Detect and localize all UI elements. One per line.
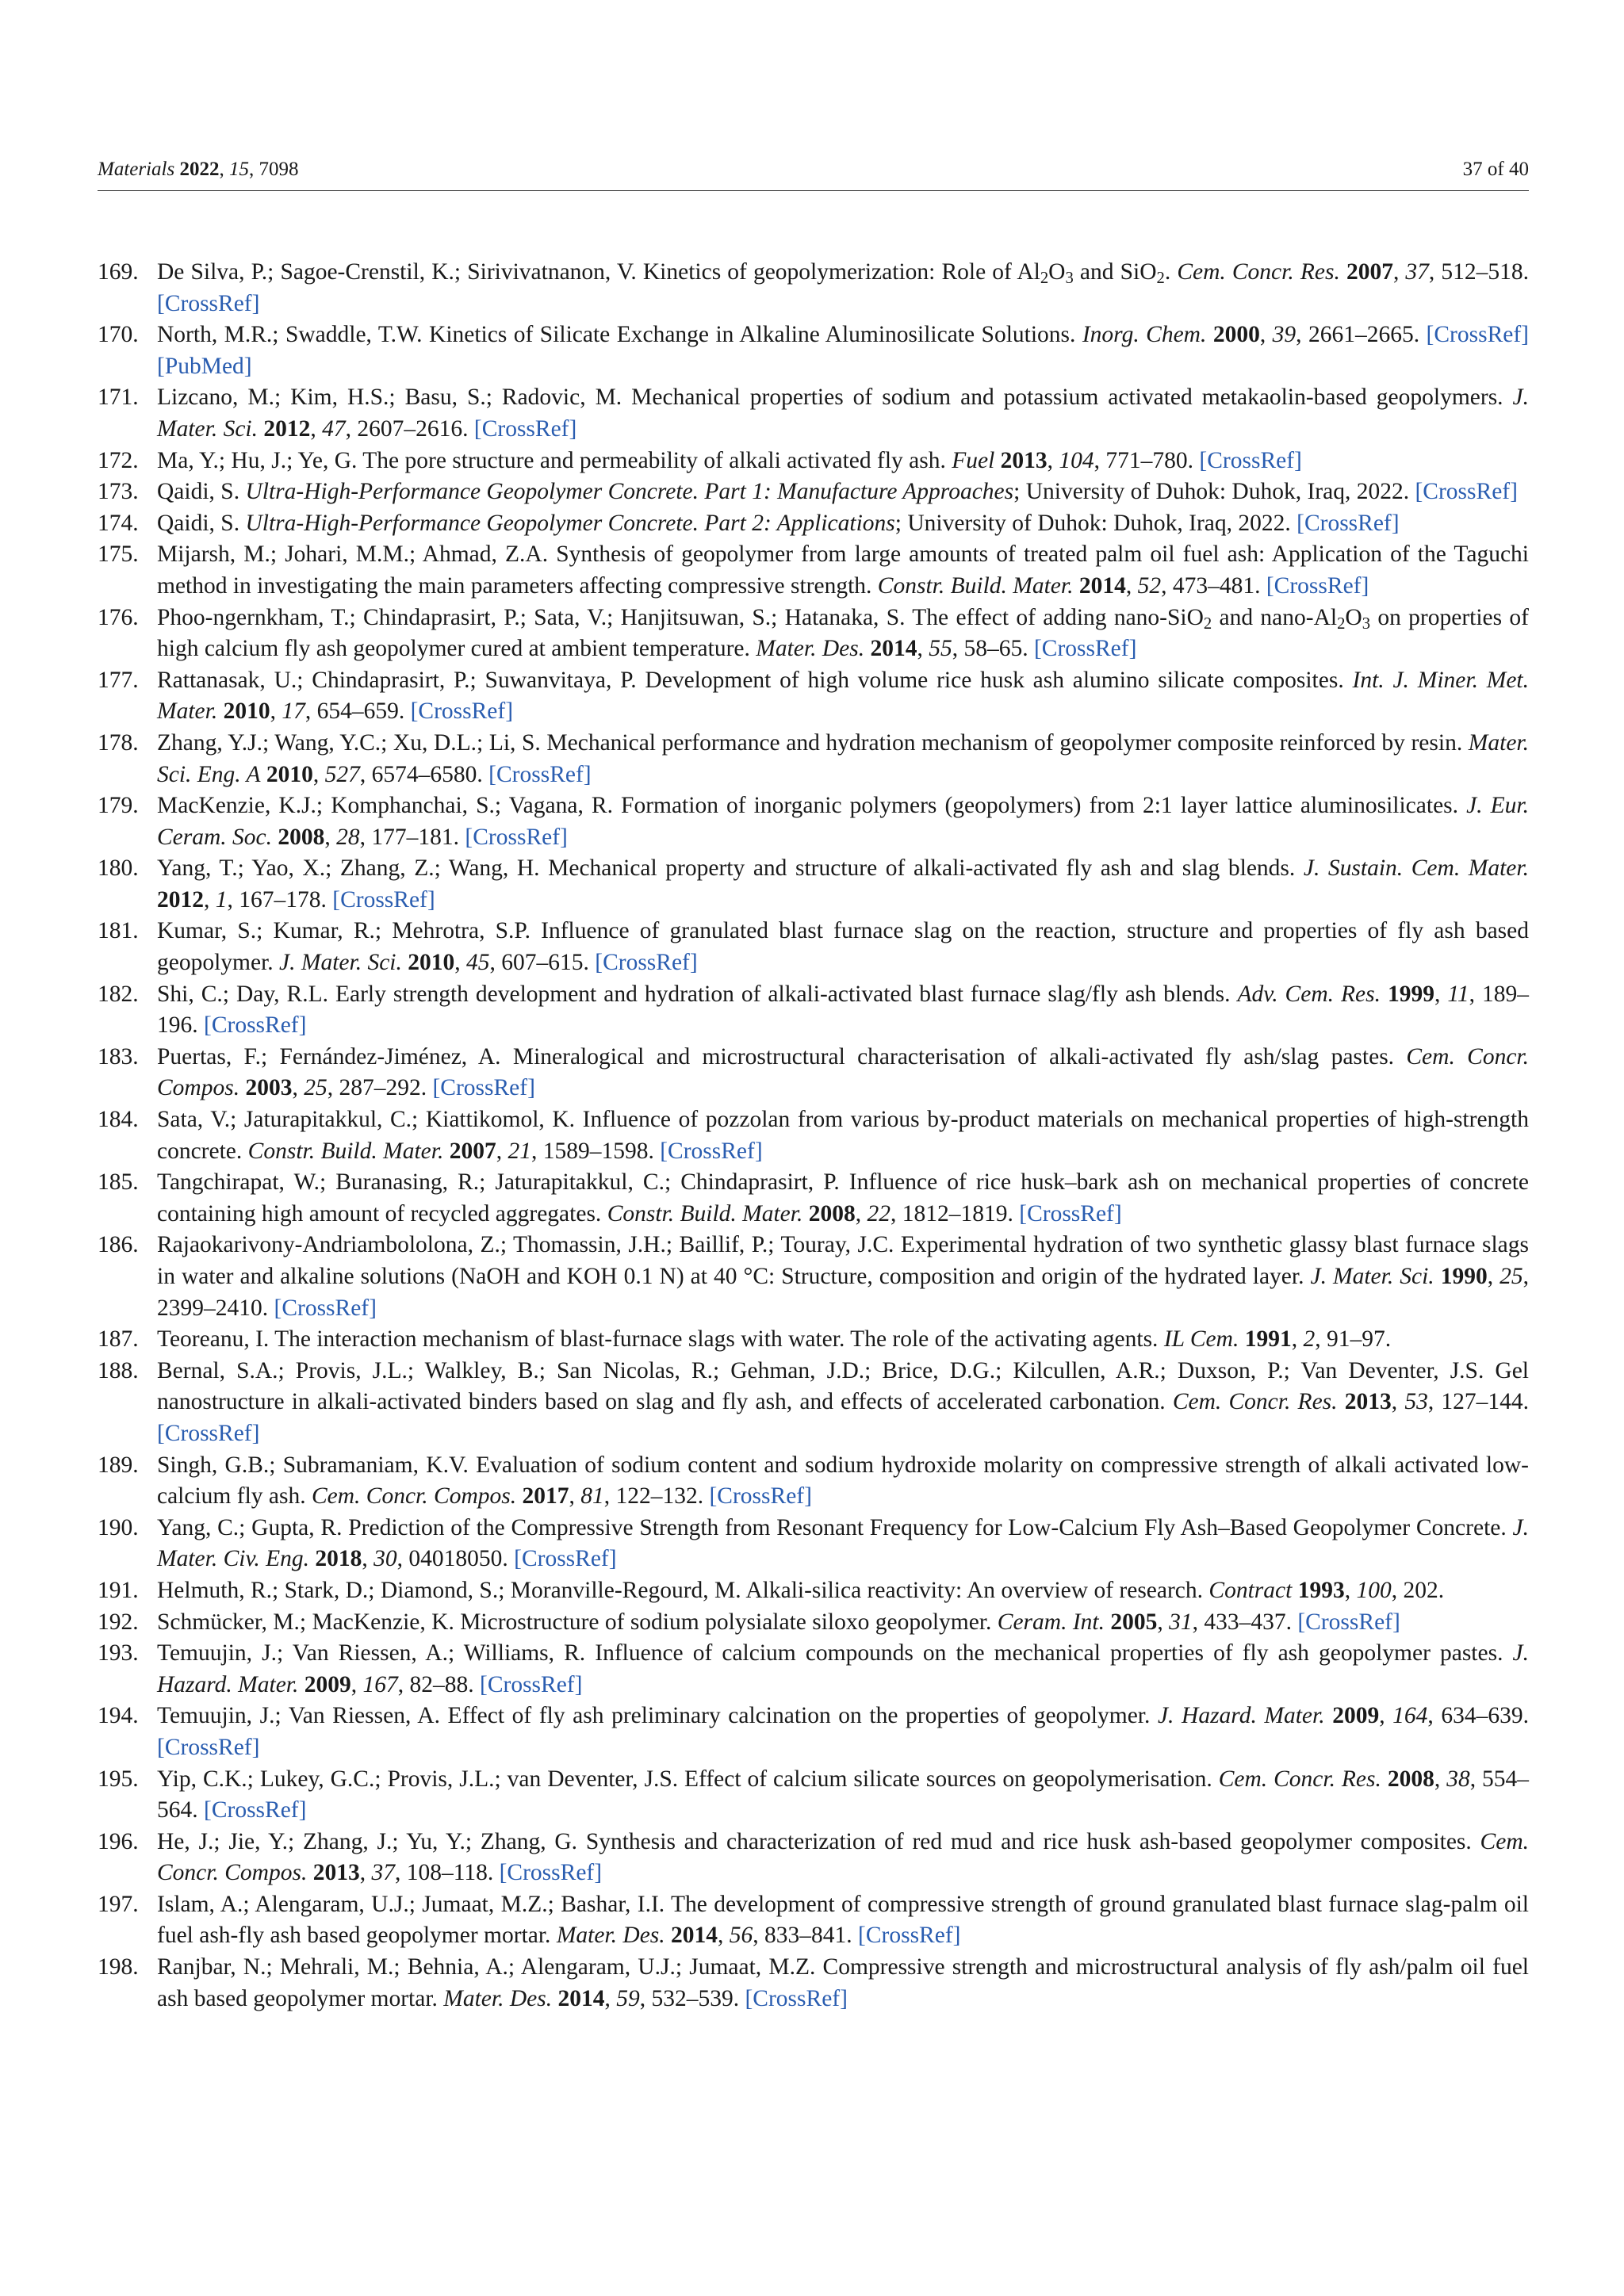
reference-journal: Int. J. Miner. Met. Mater. <box>157 667 1529 725</box>
reference-number: 173. <box>98 479 139 505</box>
reference-year: 2013 <box>1344 1389 1392 1415</box>
article-number: 7098 <box>259 159 299 180</box>
reference-number: 192. <box>98 1609 139 1635</box>
reference-item: 186. Rajaokarivony-Andriambololona, Z.; Thomassin, J.H.; Baillif, P.; Touray, J.C. Experimental hydration of two synthetic glassy blast furnace slags in water and alkaline solutions (NaOH and KOH 0.1 N) at 40 °C: Structure, composition and origin of the hydrated layer. J. Mater. Sci. 1990, 25, 2399–2410. [CrossRef] <box>98 1230 1529 1324</box>
journal-citation: Materials 2022, 15, 7098 <box>98 159 299 180</box>
reference-item: 197. Islam, A.; Alengaram, U.J.; Jumaat, M.Z.; Bashar, I.I. The development of compressive strength of ground granulated blast furnace slag-palm oil fuel ash-fly ash based geopolymer mortar. Mater. Des. 2014, 56, 833–841. [CrossRef] <box>98 1889 1529 1952</box>
reference-volume: 100 <box>1356 1577 1392 1603</box>
reference-item: 172. Ma, Y.; Hu, J.; Ye, G. The pore structure and permeability of alkali activated fly ash. Fuel 2013, 104, 771–780. [CrossRef] <box>98 446 1529 477</box>
reference-number: 190. <box>98 1514 139 1540</box>
reference-item: 171. Lizcano, M.; Kim, H.S.; Basu, S.; Radovic, M. Mechanical properties of sodium and potassium activated metakaolin-based geopolymers. J. Mater. Sci. 2012, 47, 2607–2616. [CrossRef] <box>98 382 1529 445</box>
reference-year: 2013 <box>1000 447 1048 473</box>
reference-pages: 532–539. <box>651 1985 740 2011</box>
crossref-link[interactable]: [CrossRef] <box>1297 510 1400 536</box>
reference-pages: 127–144. <box>1441 1389 1530 1415</box>
reference-number: 181. <box>98 918 139 944</box>
crossref-link[interactable]: [CrossRef] <box>432 1075 535 1101</box>
reference-number: 178. <box>98 729 139 756</box>
reference-year: 2007 <box>449 1138 496 1164</box>
reference-item: 180. Yang, T.; Yao, X.; Zhang, Z.; Wang, H. Mechanical property and structure of alkali-activated fly ash and slag blends. J. Sustain. Cem. Mater. 2012, 1, 167–178. [CrossRef] <box>98 853 1529 916</box>
reference-volume: 527 <box>324 761 360 787</box>
crossref-link[interactable]: [CrossRef] <box>204 1797 307 1823</box>
reference-pages: 6574–6580. <box>371 761 483 787</box>
reference-authors: Temuujin, J.; Van Riessen, A.; Williams, R. Influence of calcium compounds on the mechanical properties of fly ash geopolymer pastes. <box>157 1640 1513 1667</box>
reference-number: 193. <box>98 1640 139 1667</box>
reference-text: O <box>1345 604 1362 630</box>
reference-authors: Qaidi, S. <box>157 510 246 536</box>
reference-item: 181. Kumar, S.; Kumar, R.; Mehrotra, S.P. Influence of granulated blast furnace slag on the reaction, structure and properties of fly ash based geopolymer. J. Mater. Sci. 2010, 45, 607–615. [CrossRef] <box>98 916 1529 978</box>
reference-number: 171. <box>98 385 139 411</box>
reference-number: 188. <box>98 1357 139 1383</box>
reference-pages: 2607–2616. <box>357 415 469 442</box>
reference-authors: Ranjbar, N.; Mehrali, M.; Behnia, A.; Alengaram, U.J.; Jumaat, M.Z. Compressive strength and microstructural analysis of fly ash/palm oil fuel ash based geopolymer mortar. <box>157 1954 1529 2011</box>
reference-volume: 17 <box>282 698 305 725</box>
crossref-link[interactable]: [CrossRef] <box>709 1483 812 1510</box>
reference-volume: 25 <box>1500 1264 1523 1289</box>
reference-pages: 634–639. <box>1441 1703 1530 1729</box>
reference-number: 175. <box>98 541 139 568</box>
reference-authors: Bernal, S.A.; Provis, J.L.; Walkley, B.; San Nicolas, R.; Gehman, J.D.; Brice, D.G.; Kilcullen, A.R.; Duxson, P.; Van Deventer, J.S. Gel nanostructure in alkali-activated binders based on slag and fly ash, and effects of accelerated carbonation. <box>157 1357 1529 1415</box>
crossref-link[interactable]: [CrossRef] <box>157 1420 260 1446</box>
reference-authors: Schmücker, M.; MacKenzie, K. Microstructure of sodium polysialate siloxo geopolymer. <box>157 1609 998 1635</box>
reference-pages: 177–181. <box>371 824 460 850</box>
reference-year: 2010 <box>408 950 455 976</box>
reference-item: 188. Bernal, S.A.; Provis, J.L.; Walkley, B.; San Nicolas, R.; Gehman, J.D.; Brice, D.G.; Kilcullen, A.R.; Duxson, P.; Van Deventer, J.S. Gel nanostructure in alkali-activated binders based on slag and fly ash, and effects of accelerated carbonation. Cem. Concr. Res. 2013, 53, 127–144. [CrossRef] <box>98 1356 1529 1450</box>
reference-year: 2008 <box>1387 1766 1434 1792</box>
reference-authors: Islam, A.; Alengaram, U.J.; Jumaat, M.Z.; Bashar, I.I. The development of compressive strength of ground granulated blast furnace slag-palm oil fuel ash-fly ash based geopolymer mortar. <box>157 1891 1529 1949</box>
reference-volume: 37 <box>371 1860 395 1886</box>
header-divider <box>98 190 1529 191</box>
reference-text: and nano-Al <box>1212 604 1338 630</box>
reference-authors: Singh, G.B.; Subramaniam, K.V. Evaluation of sodium content and sodium hydroxide molarity on compressive strength of alkali activated low-calcium fly ash. <box>157 1452 1529 1510</box>
crossref-link[interactable]: [CrossRef] <box>1019 1200 1122 1226</box>
crossref-link[interactable]: [CrossRef] <box>1266 572 1369 599</box>
reference-number: 172. <box>98 447 139 473</box>
subscript: 3 <box>1065 270 1074 288</box>
reference-pages: 654–659. <box>316 698 405 725</box>
reference-pages: 58–65. <box>963 636 1028 662</box>
reference-text: and SiO <box>1073 259 1157 285</box>
reference-number: 191. <box>98 1577 139 1603</box>
reference-year: 2012 <box>157 886 204 913</box>
reference-journal: J. Hazard. Mater. <box>1157 1703 1325 1729</box>
reference-item: 177. Rattanasak, U.; Chindaprasirt, P.; Suwanvitaya, P. Development of high volume rice husk ash alumino silicate composites. Int. J. Miner. Met. Mater. 2010, 17, 654–659. [CrossRef] <box>98 665 1529 728</box>
crossref-link[interactable]: [CrossRef] <box>1297 1609 1400 1635</box>
reference-authors: Yang, T.; Yao, X.; Zhang, Z.; Wang, H. Mechanical property and structure of alkali-activated fly ash and slag blends. <box>157 855 1304 882</box>
reference-year: 2003 <box>245 1075 293 1101</box>
reference-item: 179. MacKenzie, K.J.; Komphanchai, S.; Vagana, R. Formation of inorganic polymers (geopolymers) from 2:1 layer lattice aluminosilicates. J. Eur. Ceram. Soc. 2008, 28, 177–181. [CrossRef] <box>98 790 1529 853</box>
reference-item <box>98 508 1529 540</box>
reference-journal: J. Mater. Sci. <box>1310 1264 1434 1289</box>
reference-authors: Helmuth, R.; Stark, D.; Diamond, S.; Moranville-Regourd, M. Alkali-silica reactivity: An overview of research. <box>157 1577 1209 1603</box>
crossref-link[interactable]: [CrossRef] <box>488 761 592 787</box>
subscript: 3 <box>1362 614 1371 633</box>
reference-pages: 554–564. <box>157 1766 1530 1823</box>
reference-volume: 38 <box>1446 1766 1470 1792</box>
crossref-link[interactable]: [CrossRef] <box>595 950 698 976</box>
reference-journal: J. Eur. Ceram. Soc. <box>157 793 1529 850</box>
reference-authors: Rattanasak, U.; Chindaprasirt, P.; Suwanvitaya, P. Development of high volume rice husk ash alumino silicate composites. <box>157 667 1353 693</box>
reference-number: 198. <box>98 1954 139 1980</box>
reference-publisher: ; University of Duhok: Duhok, Iraq, 2022. <box>894 510 1291 536</box>
reference-number: 194. <box>98 1703 139 1729</box>
reference-authors: MacKenzie, K.J.; Komphanchai, S.; Vagana, R. Formation of inorganic polymers (geopolymers) from 2:1 layer lattice aluminosilicates. <box>157 793 1467 819</box>
subscript: 2 <box>1337 614 1346 633</box>
subscript: 2 <box>1156 270 1165 288</box>
reference-list <box>98 257 1529 2015</box>
reference-number: 189. <box>98 1452 139 1478</box>
reference-authors: Qaidi, S. <box>157 479 246 505</box>
reference-journal: Cem. Concr. Compos. <box>157 1828 1529 1886</box>
subscript: 2 <box>1040 270 1049 288</box>
reference-item: 185. Tangchirapat, W.; Buranasing, R.; Jaturapitakkul, C.; Chindaprasirt, P. Influence of rice husk–bark ash on mechanical properties of concrete containing high amount of recycled aggregates. Constr. Build. Mater. 2008, 22, 1812–1819. [CrossRef] <box>98 1167 1529 1230</box>
reference-authors: Rajaokarivony-Andriambololona, Z.; Thomassin, J.H.; Baillif, P.; Touray, J.C. Experimental hydration of two synthetic glassy blast furnace slags in water and alkaline solutions (NaOH and KOH 0.1 N) at 40 °C: Structure, composition and origin of the hydrated layer. <box>157 1232 1529 1289</box>
reference-authors: North, M.R.; Swaddle, T.W. Kinetics of Silicate Exchange in Alkaline Aluminosilicate Solutions. <box>157 322 1082 348</box>
reference-volume: 81 <box>580 1483 604 1510</box>
reference-volume: 56 <box>729 1923 753 1949</box>
crossref-link[interactable]: [CrossRef] <box>499 1860 603 1886</box>
reference-year: 2017 <box>522 1483 569 1510</box>
reference-year: 2005 <box>1110 1609 1158 1635</box>
crossref-link[interactable]: [CrossRef] <box>157 1734 260 1760</box>
reference-pages: 2399–2410. <box>157 1295 269 1321</box>
reference-year: 2000 <box>1212 322 1260 348</box>
reference-number: 170. <box>98 322 139 348</box>
reference-item: 193. Temuujin, J.; Van Riessen, A.; Williams, R. Influence of calcium compounds on the mechanical properties of fly ash geopolymer pastes. J. Hazard. Mater. 2009, 167, 82–88. [CrossRef] <box>98 1638 1529 1701</box>
crossref-link[interactable]: [CrossRef] <box>465 824 568 850</box>
crossref-link[interactable]: [CrossRef] <box>514 1546 617 1572</box>
reference-pages: 287–292. <box>339 1075 427 1101</box>
reference-journal: Mater. Des. <box>556 1923 665 1949</box>
reference-authors: Shi, C.; Day, R.L. Early strength development and hydration of alkali-activated blast furnace slag/fly ash blends. <box>157 981 1238 1007</box>
reference-volume: 2 <box>1303 1326 1316 1353</box>
reference-number: 196. <box>98 1828 139 1854</box>
reference-journal: Cem. Concr. Res. <box>1218 1766 1381 1792</box>
page-number: 37 of 40 <box>1462 159 1529 180</box>
reference-year: 2014 <box>557 1985 605 2011</box>
reference-volume: 21 <box>508 1138 531 1164</box>
reference-journal: J. Sustain. Cem. Mater. <box>1303 855 1529 882</box>
reference-year: 2008 <box>808 1200 856 1226</box>
reference-journal: Constr. Build. Mater. <box>247 1138 444 1164</box>
reference-publisher: ; University of Duhok: Duhok, Iraq, 2022. <box>1013 479 1410 505</box>
reference-pages: 167–178. <box>239 886 327 913</box>
reference-item: 196. He, J.; Jie, Y.; Zhang, J.; Yu, Y.; Zhang, G. Synthesis and characterization of red mud and rice husk ash-based geopolymer composites. Cem. Concr. Compos. 2013, 37, 108–118. [CrossRef] <box>98 1827 1529 1889</box>
reference-journal: Ceram. Int. <box>997 1609 1105 1635</box>
reference-volume: 39 <box>1272 322 1297 348</box>
crossref-link[interactable]: [CrossRef] <box>745 1985 848 2011</box>
reference-item <box>98 476 1529 508</box>
reference-volume: 55 <box>929 636 952 662</box>
reference-year: 2012 <box>263 415 311 442</box>
reference-pages: 91–97. <box>1326 1326 1392 1353</box>
reference-text: Phoo-ngernkham, T.; Chindaprasirt, P.; Sata, V.; Hanjitsuwan, S.; Hatanaka, S. The effect of adding nano-SiO <box>157 604 1204 630</box>
reference-item: 194. Temuujin, J.; Van Riessen, A. Effect of fly ash preliminary calcination on the properties of geopolymer. J. Hazard. Mater. 2009, 164, 634–639. [CrossRef] <box>98 1701 1529 1763</box>
reference-journal: Constr. Build. Mater. <box>877 572 1074 599</box>
reference-authors: Ma, Y.; Hu, J.; Ye, G. The pore structure and permeability of alkali activated fly ash. <box>157 447 952 473</box>
reference-pages: 607–615. <box>501 950 589 976</box>
reference-year: 2009 <box>304 1671 351 1697</box>
reference-authors: Mijarsh, M.; Johari, M.M.; Ahmad, Z.A. Synthesis of geopolymer from large amounts of treated palm oil fuel ash: Application of the Taguchi method in investigating the main parameters affecting compressive strength. <box>157 541 1529 599</box>
reference-authors: Temuujin, J.; Van Riessen, A. Effect of fly ash preliminary calcination on the properties of geopolymer. <box>157 1703 1158 1729</box>
reference-item: 176. Phoo-ngernkham, T.; Chindaprasirt, P.; Sata, V.; Hanjitsuwan, S.; Hatanaka, S. The effect of adding nano-SiO$_2$ and nano-$Al_2O_3$ on properties of high calcium fly ash geopolymer cured at ambient temperature. Mater. Des. 2014, 55, 58–65. [CrossRef] <box>98 603 1529 665</box>
crossref-link[interactable]: [CrossRef] <box>157 290 260 316</box>
reference-number: 179. <box>98 793 139 819</box>
reference-authors: Sata, V.; Jaturapitakkul, C.; Kiattikomol, K. Influence of pozzolan from various by-product materials on mechanical properties of high-strength concrete. <box>157 1107 1529 1164</box>
reference-volume: 30 <box>373 1546 397 1572</box>
reference-volume: 22 <box>867 1200 891 1226</box>
reference-pages: 122–132. <box>615 1483 704 1510</box>
journal-year: 2022 <box>179 159 220 180</box>
reference-journal: Adv. Cem. Res. <box>1237 981 1381 1007</box>
reference-year: 2010 <box>266 761 313 787</box>
reference-authors: Teoreanu, I. The interaction mechanism of blast-furnace slags with water. The role of the activating agents. <box>157 1326 1164 1353</box>
journal-name: Materials <box>98 159 175 180</box>
reference-pages: 512–518. <box>1441 259 1530 285</box>
reference-journal: J. Hazard. Mater. <box>157 1640 1529 1697</box>
reference-year: 1990 <box>1440 1264 1488 1289</box>
reference-year: 2007 <box>1346 259 1393 285</box>
crossref-link[interactable]: [CrossRef] <box>480 1671 583 1697</box>
reference-pages: 108–118. <box>406 1860 494 1886</box>
reference-number: 177. <box>98 667 139 693</box>
reference-volume: 53 <box>1404 1389 1428 1415</box>
reference-item: 187. Teoreanu, I. The interaction mechanism of blast-furnace slags with water. The role of the activating agents. IL Cem. 1991, 2, 91–97. <box>98 1324 1529 1356</box>
reference-year: 2018 <box>315 1546 362 1572</box>
reference-item: 192. Schmücker, M.; MacKenzie, K. Microstructure of sodium polysialate siloxo geopolymer. Ceram. Int. 2005, 31, 433–437. [CrossRef] <box>98 1607 1529 1639</box>
reference-item: 189. Singh, G.B.; Subramaniam, K.V. Evaluation of sodium content and sodium hydroxide molarity on compressive strength of alkali activated low-calcium fly ash. Cem. Concr. Compos. 2017, 81, 122–132. [CrossRef] <box>98 1450 1529 1513</box>
reference-volume: 28 <box>336 824 360 850</box>
reference-journal: Cem. Concr. Compos. <box>157 1043 1529 1101</box>
reference-pages: 833–841. <box>764 1923 852 1949</box>
crossref-link[interactable]: [CrossRef] <box>1415 479 1518 505</box>
reference-year: 2014 <box>870 636 917 662</box>
reference-journal: Constr. Build. Mater. <box>607 1200 803 1226</box>
reference-text: on properties of high calcium fly ash geopolymer cured at ambient temperature. <box>157 604 1530 662</box>
reference-volume: 164 <box>1392 1703 1428 1729</box>
reference-pages: 433–437. <box>1204 1609 1292 1635</box>
crossref-link[interactable]: [CrossRef] <box>274 1295 377 1321</box>
reference-number: 183. <box>98 1043 139 1070</box>
journal-volume: 15 <box>228 159 249 180</box>
crossref-link[interactable]: [CrossRef] <box>332 886 435 913</box>
reference-volume: 25 <box>304 1075 327 1101</box>
reference-authors: He, J.; Jie, Y.; Zhang, J.; Yu, Y.; Zhang, G. Synthesis and characterization of red mud and rice husk ash-based geopolymer composites. <box>157 1828 1480 1854</box>
reference-journal: Contract <box>1208 1577 1293 1603</box>
reference-year: 2014 <box>1078 572 1126 599</box>
reference-volume: 104 <box>1059 447 1094 473</box>
reference-number: 187. <box>98 1326 139 1353</box>
reference-number: 169. <box>98 259 139 285</box>
crossref-link[interactable]: [CrossRef] <box>1426 322 1529 348</box>
reference-item: 184. Sata, V.; Jaturapitakkul, C.; Kiattikomol, K. Influence of pozzolan from various by-product materials on mechanical properties of high-strength concrete. Constr. Build. Mater. 2007, 21, 1589–1598. [CrossRef] <box>98 1104 1529 1167</box>
reference-pages: 189–196. <box>157 981 1530 1039</box>
reference-text: De Silva, P.; Sagoe-Crenstil, K.; Sirivivatnanon, V. Kinetics of geopolymerization: Role of Al <box>157 259 1040 285</box>
reference-pages: 82–88. <box>409 1671 474 1697</box>
reference-year: 1991 <box>1244 1326 1292 1353</box>
reference-authors: Puertas, F.; Fernández-Jiménez, A. Mineralogical and microstructural characterisation of alkali-activated fly ash/slag pastes. <box>157 1043 1407 1070</box>
reference-text: . <box>1164 259 1178 285</box>
crossref-link[interactable]: [CrossRef] <box>204 1012 307 1039</box>
reference-pages: 473–481. <box>1172 572 1261 599</box>
reference-journal: Cem. Concr. Res. <box>1172 1389 1338 1415</box>
subscript: 2 <box>1203 614 1212 633</box>
crossref-link[interactable]: [CrossRef] <box>473 415 577 442</box>
reference-year: 2008 <box>278 824 325 850</box>
reference-pages: 202. <box>1403 1577 1445 1603</box>
reference-year: 1999 <box>1387 981 1434 1007</box>
reference-volume: 1 <box>215 886 228 913</box>
crossref-link[interactable]: [CrossRef] <box>858 1923 961 1949</box>
reference-authors: Yang, C.; Gupta, R. Prediction of the Compressive Strength from Resonant Frequency for Low-Calcium Fly Ash–Based Geopolymer Concrete. <box>157 1514 1513 1540</box>
reference-title: Ultra-High-Performance Geopolymer Concrete. Part 2: Applications <box>245 510 895 536</box>
reference-volume: 167 <box>362 1671 398 1697</box>
reference-number: 182. <box>98 981 139 1007</box>
reference-volume: 47 <box>322 415 346 442</box>
reference-volume: 52 <box>1137 572 1162 599</box>
reference-item: 198. Ranjbar, N.; Mehrali, M.; Behnia, A.; Alengaram, U.J.; Jumaat, M.Z. Compressive strength and microstructural analysis of fly ash/palm oil fuel ash based geopolymer mortar. Mater. Des. 2014, 59, 532–539. [CrossRef] <box>98 1952 1529 2015</box>
reference-item: 170. North, M.R.; Swaddle, T.W. Kinetics of Silicate Exchange in Alkaline Aluminosilicate Solutions. Inorg. Chem. 2000, 39, 2661–2665. [CrossRef] [PubMed] <box>98 320 1529 382</box>
reference-item: 191. Helmuth, R.; Stark, D.; Diamond, S.; Moranville-Regourd, M. Alkali-silica reactivity: An overview of research. Contract 1993, 100, 202. <box>98 1575 1529 1607</box>
reference-item: 183. Puertas, F.; Fernández-Jiménez, A. Mineralogical and microstructural characterisation of alkali-activated fly ash/slag pastes. Cem. Concr. Compos. 2003, 25, 287–292. [CrossRef] <box>98 1042 1529 1104</box>
reference-journal: Inorg. Chem. <box>1082 322 1207 348</box>
reference-authors: Zhang, Y.J.; Wang, Y.C.; Xu, D.L.; Li, S. Mechanical performance and hydration mechanism of geopolymer composite reinforced by resin. <box>157 729 1469 756</box>
reference-volume: 11 <box>1447 981 1469 1007</box>
reference-volume: 37 <box>1405 259 1429 285</box>
pubmed-link[interactable]: [PubMed] <box>157 353 252 379</box>
reference-journal: Mater. Des. <box>443 1985 553 2011</box>
reference-number: 197. <box>98 1891 139 1917</box>
crossref-link[interactable]: [CrossRef] <box>660 1138 763 1164</box>
crossref-link[interactable]: [CrossRef] <box>1199 447 1302 473</box>
reference-year: 2013 <box>312 1860 360 1886</box>
crossref-link[interactable]: [CrossRef] <box>410 698 514 725</box>
reference-number: 174. <box>98 510 139 536</box>
reference-item: 169. De Silva, P.; Sagoe-Crenstil, K.; Sirivivatnanon, V. Kinetics of geopolymerization: Role of $Al_2O_3$ and SiO$_2$. Cem. Concr. Res. 2007, 37, 512–518. [CrossRef] <box>98 257 1529 320</box>
reference-authors: Kumar, S.; Kumar, R.; Mehrotra, S.P. Influence of granulated blast furnace slag on the reaction, structure and properties of fly ash based geopolymer. <box>157 918 1529 976</box>
reference-item: 195. Yip, C.K.; Lukey, G.C.; Provis, J.L.; van Deventer, J.S. Effect of calcium silicate sources on geopolymerisation. Cem. Concr. Res. 2008, 38, 554–564. [CrossRef] <box>98 1764 1529 1827</box>
reference-volume: 31 <box>1169 1609 1193 1635</box>
reference-pages: 2661–2665. <box>1308 322 1420 348</box>
reference-journal: Fuel <box>952 447 995 473</box>
reference-authors: Tangchirapat, W.; Buranasing, R.; Jaturapitakkul, C.; Chindaprasirt, P. Influence of rice husk–bark ash on mechanical properties of concrete containing high amount of recycled aggregates. <box>157 1169 1529 1226</box>
crossref-link[interactable]: [CrossRef] <box>1033 636 1137 662</box>
reference-number: 180. <box>98 855 139 882</box>
reference-number: 186. <box>98 1232 139 1258</box>
reference-journal: Cem. Concr. Res. <box>1177 259 1340 285</box>
reference-volume: 59 <box>616 1985 640 2011</box>
reference-number: 176. <box>98 604 139 630</box>
reference-authors: Lizcano, M.; Kim, H.S.; Basu, S.; Radovic, M. Mechanical properties of sodium and potassium activated metakaolin-based geopolymers. <box>157 385 1513 411</box>
reference-text: O <box>1048 259 1066 285</box>
reference-number: 195. <box>98 1766 139 1792</box>
reference-year: 2009 <box>1332 1703 1380 1729</box>
reference-journal: J. Mater. Sci. <box>279 950 402 976</box>
reference-item: 178. Zhang, Y.J.; Wang, Y.C.; Xu, D.L.; Li, S. Mechanical performance and hydration mechanism of geopolymer composite reinforced by resin. Mater. Sci. Eng. A 2010, 527, 6574–6580. [CrossRef] <box>98 728 1529 790</box>
reference-item: 190. Yang, C.; Gupta, R. Prediction of the Compressive Strength from Resonant Frequency for Low-Calcium Fly Ash–Based Geopolymer Concrete. J. Mater. Civ. Eng. 2018, 30, 04018050. [CrossRef] <box>98 1513 1529 1575</box>
reference-journal: J. Mater. Sci. <box>157 385 1529 442</box>
page-header <box>98 149 1529 181</box>
reference-journal: Cem. Concr. Compos. <box>311 1483 517 1510</box>
reference-pages: 771–780. <box>1105 447 1194 473</box>
reference-year: 1993 <box>1297 1577 1345 1603</box>
reference-number: 185. <box>98 1169 139 1196</box>
reference-pages: 04018050. <box>408 1546 508 1572</box>
reference-journal: Mater. Sci. Eng. A <box>157 729 1529 787</box>
reference-pages: 1812–1819. <box>902 1200 1013 1226</box>
reference-pages: 1589–1598. <box>542 1138 654 1164</box>
reference-authors: Yip, C.K.; Lukey, G.C.; Provis, J.L.; van Deventer, J.S. Effect of calcium silicate sources on geopolymerisation. <box>157 1766 1219 1792</box>
reference-item: 182. Shi, C.; Day, R.L. Early strength development and hydration of alkali-activated blast furnace slag/fly ash blends. Adv. Cem. Res. 1999, 11, 189–196. [CrossRef] <box>98 979 1529 1042</box>
reference-journal: J. Mater. Civ. Eng. <box>157 1514 1529 1572</box>
reference-journal: Mater. Des. <box>756 636 865 662</box>
reference-item: 175. Mijarsh, M.; Johari, M.M.; Ahmad, Z.A. Synthesis of geopolymer from large amounts of treated palm oil fuel ash: Application of the Taguchi method in investigating the main parameters affecting compressive strength. Constr. Build. Mater. 2014, 52, 473–481. [CrossRef] <box>98 539 1529 602</box>
reference-year: 2010 <box>223 698 270 725</box>
reference-journal: IL Cem. <box>1163 1326 1239 1353</box>
reference-title: Ultra-High-Performance Geopolymer Concrete. Part 1: Manufacture Approaches <box>245 479 1014 505</box>
reference-number: 184. <box>98 1107 139 1133</box>
reference-year: 2014 <box>671 1923 718 1949</box>
reference-volume: 45 <box>466 950 490 976</box>
